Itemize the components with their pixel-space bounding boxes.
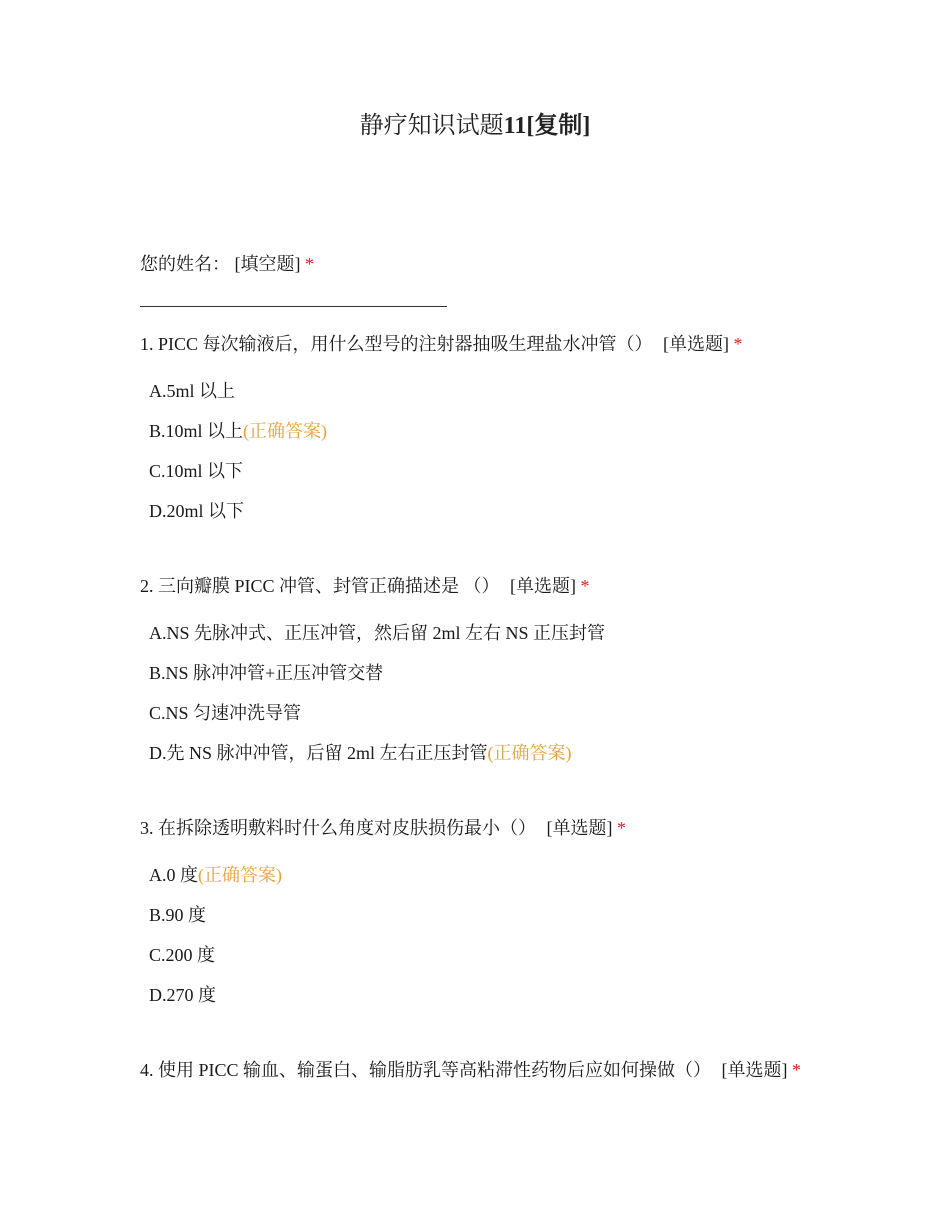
option-3b[interactable]: B.90 度: [149, 905, 207, 925]
required-mark: *: [580, 576, 590, 596]
option-3a[interactable]: A.0 度(正确答案): [149, 865, 282, 885]
page-title: [0, 110, 950, 142]
required-mark: *: [792, 1060, 802, 1080]
option-3c[interactable]: C.200 度: [149, 945, 216, 965]
option-1d[interactable]: D.20ml 以下: [149, 501, 245, 521]
name-question: [140, 251, 314, 277]
option-2b[interactable]: B.NS 脉冲冲管+正压冲管交替: [149, 663, 384, 683]
option-3d[interactable]: D.270 度: [149, 985, 216, 1005]
required-mark: *: [733, 334, 743, 354]
correct-answer-label: (正确答案): [243, 421, 328, 441]
question-text: 3. 在拆除透明敷料时什么角度对皮肤损伤最小（）: [140, 818, 536, 838]
question-type: [单选题]: [510, 576, 577, 596]
question-3: [140, 812, 810, 844]
required-mark: *: [617, 818, 626, 838]
name-label: 您的姓名：: [140, 254, 230, 274]
option-1a[interactable]: A.5ml 以上: [149, 381, 236, 401]
title-number: 11: [503, 113, 527, 139]
correct-answer-label: (正确答案): [487, 743, 572, 763]
option-1b[interactable]: B.10ml 以上(正确答案): [149, 421, 328, 441]
question-text: 1. PICC 每次输液后，用什么型号的注射器抽吸生理盐水冲管（）: [140, 334, 653, 354]
option-2a[interactable]: A.NS 先脉冲式、正压冲管，然后留 2ml 左右 NS 正压封管: [149, 623, 606, 643]
question-type: [填空题]: [234, 254, 301, 274]
question-text: 4. 使用 PICC 输血、输蛋白、输脂肪乳等高粘滞性药物后应如何操做（）: [140, 1060, 712, 1080]
question-4: [140, 1054, 810, 1086]
option-2d[interactable]: D.先 NS 脉冲冲管，后留 2ml 左右正压封管(正确答案): [149, 743, 572, 763]
question-type: [单选题]: [721, 1060, 788, 1080]
option-1c[interactable]: C.10ml 以下: [149, 461, 244, 481]
question-text: 2. 三向瓣膜 PICC 冲管、封管正确描述是 （）: [140, 576, 500, 596]
question-type: [单选题]: [663, 334, 730, 354]
correct-answer-label: (正确答案): [198, 865, 282, 885]
option-2c[interactable]: C.NS 匀速冲洗导管: [149, 703, 302, 723]
title-prefix: 静疗知识试题: [359, 113, 504, 139]
question-1: [140, 328, 810, 360]
required-mark: *: [305, 254, 314, 274]
question-type: [单选题]: [546, 818, 613, 838]
name-answer-line[interactable]: [140, 306, 447, 307]
title-suffix: [复制]: [526, 113, 591, 139]
question-2: [140, 570, 810, 602]
